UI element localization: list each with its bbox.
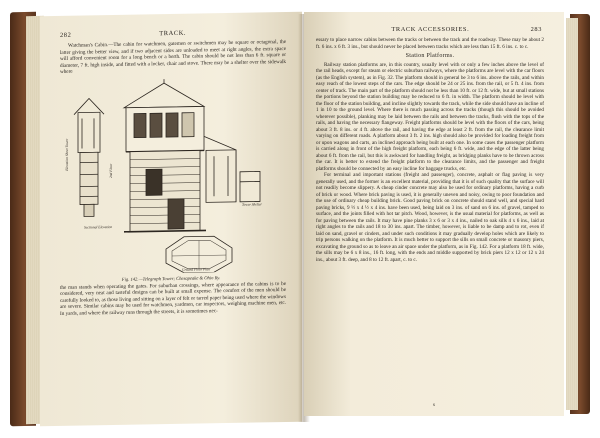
figure-caption: Fig. 142.—Telegraph Tower; Chesapeake & Ohio Ry. [121, 274, 221, 282]
left-page-header [40, 12, 302, 40]
left-running-head: TRACK. [159, 29, 187, 38]
fig-label-plan: Ground Floor Plan [182, 266, 210, 272]
main-tower-drawing [124, 77, 260, 231]
tower-drawing [64, 75, 282, 275]
right-page-header [304, 12, 564, 33]
right-page [304, 12, 564, 416]
telegraph-tower-figure [64, 75, 282, 277]
open-book [4, 6, 596, 434]
watchman-cabin-paragraph: Watchman's Cabin.—The cabin for watchmen, gatemen or switchmen may be square or octagonal, the latter giving the better view, and if two adjacent sides are unloaded to meet at right angles, the extra space will afford convenient room for a long bench or a berth. The cabin should be not less than 6 ft. square or diameter, 7 ft. high inside, and fitted with a locker, chair and stove. There may be a shelter over the sidewalk where [60, 38, 286, 75]
platforms-paragraph-2: For terminal and important stations (freight and passenger), concrete, asphalt or flag paving is very generally used, and the former is an excellent material, providing that it is of such quality that the surface will not readily become slippery. A cheap cinder concrete may also be used for ordinary platforms, having a curb of brick or wood. Where brick paving is used, it is generally uneven and noisy, owing to poor foundation and the use of ordinary cheap building brick. Good paving brick on concrete should stand well, and special hard paving bricks, 9 ½ x 4 ½ x 4 ins. have been used, being laid on 3 ins. of sand on 6 ins. of gravel, tamped to surface, and the joints filled with hot tar pitch. Wood, however, is the usual material for platforms, as well as for paving between the rails. It may have pine planks 3 x 6 or 3 x 4 ins., nailed to oak sills 4 x 6 ins., laid at right angles to the rails and 18 to 30 ins. apart. The timber, however, is liable to be damp and to rot, even if laid on sand, gravel or cinders, and under such conditions it may gradually develop holes which are likely to trip persons walking on the platform. It is much better to support the sills on small concrete or masonry piers, excavating the ground so as to leave an air space under the platform, as in Fig. 142. For a platform 18 ft. wide, the sills may be 6 x 8 ins., 16 ft. long, with the ends and middle supported by brick piers 12 x 12 or 12 x 24 ins., about 3 ft. deep, and 8 to 12 ft. apart, c. to c. [316, 172, 544, 263]
right-running-head: TRACK ACCESSORIES. [391, 26, 470, 33]
section-title: Station Platforms. [405, 53, 455, 59]
right-page-number: 283 [530, 26, 542, 33]
page-footmark: s [433, 403, 435, 408]
cabin-continued-paragraph: the man stands when operating the gates. For suburban crossings, where appearance of the cabins is to be considered, very neat and tasteful designs can be built at small expense. The comfort of the men should be carefully looked to, as those living and sitting on a layer of felt or tarred paper being used where the windows are severe. Similar cabins may be used for watchmen, yardmen, car inspectors, weighing machine men, etc. In yards, and where the railway runs through the streets, it is sometimes nec- [60, 280, 286, 317]
left-page [40, 12, 302, 427]
fig-label-elevation: Sectional Elevation [84, 224, 113, 230]
left-page-number: 282 [60, 31, 72, 39]
right-text [304, 37, 564, 263]
page-edges-right [566, 18, 578, 410]
left-top-text [40, 39, 302, 76]
cabin-end-paragraph: essary to place narrow cabins between the tracks or between the track and the roadway. These may be about 2 ft. 6 ins. x 6 ft. 3 ins., but should never be placed between tracks which are less than 15 ft. 6 ins. c. to c. [316, 37, 544, 50]
left-bottom-text [40, 280, 302, 317]
fig-label-level: 2nd Floor [109, 163, 113, 178]
platforms-paragraph-1: Railway station platforms are, in this country, usually level with or only a few inches above the level of the rail heads, except for steam or electric suburban railways, where the platforms are level with the car floors (as the English system), as in Fig. 32. The platform should in general be 3 to 6 ins. above the rails, and within easy reach of the lowest steps of the cars. The edge should be 24 or 25 ins. from the rail, or 5 ft. 4 ins. from center of track. The main part of the platform should not be less than 10 ft. or 12 ft. wide, but at small stations the portions beyond the station building may be reduced to 6 ft. in width. The platform should be level with the floor of the station building, and incline slightly towards the track, while the side should have an incline of 1 in 10 to the ground level. Where there is much passing across the tracks (though this should be avoided wherever possible), planking may be laid between the rails and between the tracks, flush with the tops of the rails, and having the necessary flangeway. Freight platforms should be level with the floors of the cars, being about 3 ft. 8 ins. or 4 ft. above the rail, and having the edge at least 2 ft. from the rail, the clearance limit varying on different roads. A platform about 3 ft. 2 ins. high should also be provided for loading freight from or upon wagons and carts, an inclined approach being built at each one. In some cases the passenger platform is carried along in front of the high freight platform, each being 6 ft. wide, and the edge of the latter being about 6 ft. from the rail, but this is awkward for handling freight, as bridging planks have to be thrown across the car. It is better to extend the freight platform to the clearance limits, and the passenger and freight platforms should be connected by an easy incline for baggage trucks, etc. [316, 61, 544, 172]
side-elevation-drawing [74, 98, 104, 217]
fig-label-left: Elevation Sheet Tower [65, 138, 69, 171]
fig-label-right: Tower Shelter [242, 201, 262, 207]
